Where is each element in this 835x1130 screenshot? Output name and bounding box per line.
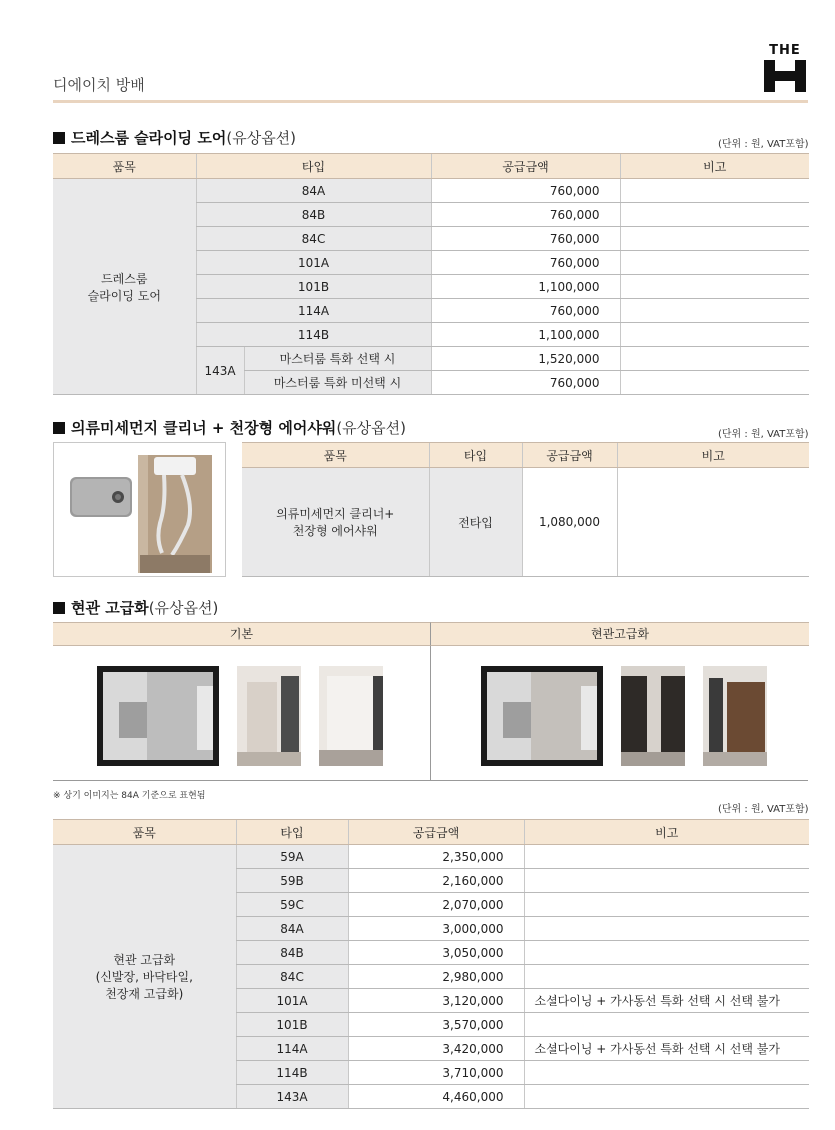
- price-cell: 760,000: [431, 227, 620, 251]
- remark-cell: [524, 1061, 809, 1085]
- h-logo-icon: [762, 60, 808, 92]
- price-cell: 4,460,000: [348, 1085, 524, 1109]
- entrance-comparison: [53, 622, 808, 781]
- price-cell: 1,100,000: [431, 323, 620, 347]
- type-cell: 84C: [236, 965, 348, 989]
- compare-divider: [430, 646, 431, 780]
- price-cell: 760,000: [431, 203, 620, 227]
- section1-title: 드레스룸 슬라이딩 도어(유상옵션): [53, 127, 296, 148]
- price-cell: 3,050,000: [348, 941, 524, 965]
- table-row: [53, 179, 809, 203]
- price-cell: 3,710,000: [348, 1061, 524, 1085]
- header-type: 타입: [429, 443, 522, 468]
- logo-text: THE: [769, 43, 801, 58]
- header-remark: 비고: [524, 820, 809, 845]
- upgrade-floorplan-image: [481, 666, 603, 766]
- compare-header-basic: 기본: [53, 622, 430, 646]
- square-bullet-icon: [53, 422, 65, 434]
- header-type: 타입: [236, 820, 348, 845]
- type-cell: 114A: [196, 299, 431, 323]
- type-cell: 114B: [236, 1061, 348, 1085]
- price-cell: 760,000: [431, 371, 620, 395]
- sub-type-cell: 마스터룸 특화 미선택 시: [244, 371, 431, 395]
- price-cell: 2,350,000: [348, 845, 524, 869]
- the-h-logo: [762, 44, 808, 92]
- remark-cell: [524, 917, 809, 941]
- price-cell: 3,570,000: [348, 1013, 524, 1037]
- item-cell: 드레스룸 슬라이딩 도어: [53, 179, 196, 395]
- type-cell: 59B: [236, 869, 348, 893]
- remark-cell: [617, 468, 809, 577]
- type-cell: 84A: [236, 917, 348, 941]
- basic-entrance-photo-1: [237, 666, 301, 766]
- price-cell: 1,080,000: [522, 468, 617, 577]
- table-row: [53, 845, 809, 869]
- header-remark: 비고: [617, 443, 809, 468]
- dressroom-price-table: [53, 153, 809, 395]
- basic-floorplan-image: [97, 666, 219, 766]
- header-price: 공급금액: [522, 443, 617, 468]
- type-cell: 101B: [196, 275, 431, 299]
- type-cell: 114B: [196, 323, 431, 347]
- remark-cell: [620, 323, 809, 347]
- price-cell: 2,980,000: [348, 965, 524, 989]
- header-price: 공급금액: [431, 154, 620, 179]
- price-cell: 3,120,000: [348, 989, 524, 1013]
- type-cell: 143A: [236, 1085, 348, 1109]
- remark-cell: [620, 371, 809, 395]
- type-cell: 84B: [236, 941, 348, 965]
- section2-unit: (단위 : 원, VAT포함): [718, 429, 809, 440]
- remark-cell: [620, 251, 809, 275]
- sub-type-cell: 마스터룸 특화 선택 시: [244, 347, 431, 371]
- type-cell: 101B: [236, 1013, 348, 1037]
- item-cell: 현관 고급화 (신발장, 바닥타일, 천장재 고급화): [53, 845, 236, 1109]
- header-type: 타입: [196, 154, 431, 179]
- remark-cell: [620, 179, 809, 203]
- compare-header-upgrade: 현관고급화: [430, 622, 809, 646]
- price-cell: 3,000,000: [348, 917, 524, 941]
- item-cell: 의류미세먼지 클리너+ 천장형 에어샤워: [242, 468, 429, 577]
- upgrade-entrance-photo-1: [621, 666, 685, 766]
- type-cell: 101A: [196, 251, 431, 275]
- square-bullet-icon: [53, 132, 65, 144]
- section3-unit: (단위 : 원, VAT포함): [718, 804, 809, 815]
- section3-title: 현관 고급화(유상옵션): [53, 597, 218, 618]
- header-item: 품목: [53, 820, 236, 845]
- clothes-cleaner-photo: [53, 442, 226, 577]
- type-cell: 84C: [196, 227, 431, 251]
- type-cell: 114A: [236, 1037, 348, 1061]
- price-cell: 3,420,000: [348, 1037, 524, 1061]
- type-cell: 59C: [236, 893, 348, 917]
- price-cell: 760,000: [431, 251, 620, 275]
- price-cell: 1,520,000: [431, 347, 620, 371]
- remark-cell: [620, 299, 809, 323]
- header-item: 품목: [53, 154, 196, 179]
- table-row: [242, 468, 809, 577]
- cleaner-price-table: [242, 442, 809, 577]
- header-remark: 비고: [620, 154, 809, 179]
- remark-cell: [620, 275, 809, 299]
- price-cell: 1,100,000: [431, 275, 620, 299]
- type-cell: 101A: [236, 989, 348, 1013]
- section2-title: 의류미세먼지 클리너 + 천장형 에어샤워(유상옵션): [53, 417, 406, 438]
- type-cell: 84A: [196, 179, 431, 203]
- header-item: 품목: [242, 443, 429, 468]
- remark-cell: [620, 227, 809, 251]
- price-cell: 2,160,000: [348, 869, 524, 893]
- type-cell-143a: 143A: [196, 347, 244, 395]
- remark-cell: [620, 203, 809, 227]
- image-note: ※ 상기 이미지는 84A 기준으로 표현됨: [53, 791, 206, 801]
- header-divider: [53, 100, 808, 103]
- section1-unit: (단위 : 원, VAT포함): [718, 139, 809, 150]
- remark-cell: [524, 1085, 809, 1109]
- remark-cell: [620, 347, 809, 371]
- price-cell: 760,000: [431, 299, 620, 323]
- brand-name: 디에이치 방배: [53, 76, 145, 94]
- remark-cell: [524, 845, 809, 869]
- clothes-cleaner-image: [54, 443, 225, 576]
- type-cell: 59A: [236, 845, 348, 869]
- remark-cell: [524, 869, 809, 893]
- entrance-price-table: [53, 819, 809, 1109]
- square-bullet-icon: [53, 602, 65, 614]
- type-cell: 전타입: [429, 468, 522, 577]
- remark-cell: [524, 965, 809, 989]
- price-cell: 2,070,000: [348, 893, 524, 917]
- type-cell: 84B: [196, 203, 431, 227]
- remark-cell: 소셜다이닝 + 가사동선 특화 선택 시 선택 불가: [524, 989, 809, 1013]
- upgrade-entrance-photo-2: [703, 666, 767, 766]
- remark-cell: 소셜다이닝 + 가사동선 특화 선택 시 선택 불가: [524, 1037, 809, 1061]
- header-price: 공급금액: [348, 820, 524, 845]
- remark-cell: [524, 1013, 809, 1037]
- price-cell: 760,000: [431, 179, 620, 203]
- remark-cell: [524, 893, 809, 917]
- basic-entrance-photo-2: [319, 666, 383, 766]
- remark-cell: [524, 941, 809, 965]
